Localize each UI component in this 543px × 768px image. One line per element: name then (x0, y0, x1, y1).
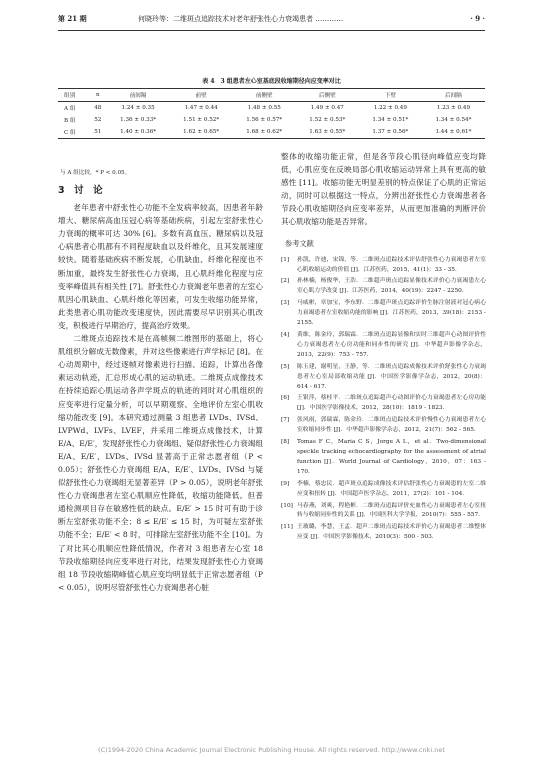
table-cell: 1.62 ± 0.65* (170, 126, 233, 139)
table-cell: 1.40 ± 0.36* (107, 126, 170, 139)
table-row (58, 114, 485, 126)
reference-number: [7] (281, 417, 290, 424)
page-number: · 9 · (470, 14, 485, 23)
reference-text: 张风雨，郭瑞霖，陈金玲．二维斑点追踪技术评价慢性心力衰竭患者左心室收缩同步性 [J]．中华超声影像学杂志，2012，21(7)：562 - 565． (297, 417, 486, 434)
table-cell: 1.22 ± 0.49 (373, 105, 407, 111)
reference-text: 孙凯，许迪，宋锦，等．二维斑点追踪技术评估舒张性心力衰竭患者左室心肌收缩运动的价值 [J]．江苏医药，2015，41(1)：33 - 35． (297, 256, 486, 273)
table-header-row (58, 89, 485, 102)
reference-number: [2] (281, 278, 290, 285)
reference-number: [3] (281, 300, 290, 307)
table-cell: 1.56 ± 0.57* (246, 117, 283, 123)
reference-list (281, 256, 486, 543)
reference-item (281, 256, 486, 276)
running-title: 何晓玲等：二维斑点追踪技术对老年舒张性心力衰竭患者 ………… (138, 15, 344, 23)
section-title: 3 讨 论 (58, 185, 103, 196)
reference-item (281, 277, 486, 297)
reference-text: 马威彬，章加宝，李东野．二维超声斑点追踪评价生脉注射液对冠心病心力衰竭患者左室收缩功能的影响 [J]．江苏医药，2013，39(18)：2153 - 2155． (297, 300, 486, 327)
table-header-cell: 组别 (58, 89, 89, 102)
table-header-cell: 前间隔 (107, 89, 170, 102)
table-cell: 1.36 ± 0.33* (120, 117, 157, 123)
table-cell: 1.51 ± 0.52* (183, 117, 220, 123)
table-note: 与 A 组比较，* P < 0.05。 (60, 170, 131, 176)
references-heading: 参考文献 (285, 238, 314, 248)
table-header-cell: 后侧壁 (296, 89, 359, 102)
body-paragraph: 整体的收缩功能正常，但是各节段心肌径向峰值应变均降低，心肌应变在反映局部心肌收缩运动异常上具有更高的敏感性 [11]。收缩功能无明显差别的特点保证了心肌的正常运动，同时可以根据这一特点，分辨出舒张性心力衰竭患者各节段心肌收缩期径向应变率差异，从而更加准确的判断评价其心肌收缩功能是否异常。 (281, 152, 486, 227)
reference-item (281, 394, 486, 414)
reference-item (281, 331, 486, 361)
reference-number: [9] (281, 480, 290, 487)
reference-number: [4] (281, 332, 290, 338)
reference-text: Tomas F C，Maria C S，Jorge A L，et al．Two-dimensional speckle tracking echocardiography for the assessment of atrial function [J]．World Journal of Cardiology，2010，07：163 - 170． (297, 439, 486, 475)
table-row (58, 126, 485, 139)
table-cell: 1.49 ± 0.47 (310, 105, 344, 111)
table-cell: 1.47 ± 0.44 (184, 105, 218, 111)
body-paragraph: 二维斑点追踪技术是在高帧频二维图形的基础上，将心肌组织分解成无数像素，并对这些像素进行声学标记 [8]。在心动周期中，经过逐帧对像素进行扫描、追踪，计算出各像素运动轨迹，汇总形成心肌的运动轨迹。二维斑点成像技术在持续追踪心肌运动各声学斑点的轨迹的同时对心肌组织的应变率进行定量分析，可以早期观察、全地评价左室心肌收缩功能改变 [9]。本研究通过测量 3 组患者 LVDs、IVSd、LVPWd、LVFs、LVEF，并采用二维斑点成像技术，计算 E/A、E/E′，发现舒张性心力衰竭组、疑似舒张性心力衰竭组 E/A、E/E′、LVDs、IVSd 显著高于正常志愿者组（P < 0.05）；舒张性心力衰竭组 E/A、E/E′、LVDs、IVSd 与疑似舒张性心力衰竭组无显著差异（P > 0.05），说明老年舒张性心力衰竭患者左室心肌顺应性降低，收缩功能降低。但普通检测项目存在敏感性低的缺点。E/E′ > 15 时可有助于诊断左室舒张功能不全；8 ≤ E/E′ ≤ 15 时，为可疑左室舒张功能不全；E/E′ < 8 时，可排除左室舒张功能不全 [10]。为了对比其心肌顺应性降低情况，作者对 3 组患者左心室 18 节段收缩期径向应变率进行对比，结果发现舒张性心力衰竭组 18 节段收缩期峰值心肌应变均明显低于正常志愿者组（P < 0.05），说明尽管舒张性心力衰竭患者心脏 (58, 334, 263, 592)
reference-text: 李楠，蔡忠民．超声斑点追踪成像技术评估舒张性心力衰竭患的左室二维应变和扭转 [J]．中国超声医学杂志，2011，27(2)：101 - 104． (297, 480, 486, 497)
table-header-cell: 后间隔 (422, 89, 485, 102)
reference-item (281, 416, 486, 436)
table-cell: 1.23 ± 0.49 (436, 105, 471, 111)
right-column (281, 150, 486, 545)
strain-rate-table (58, 88, 485, 139)
reference-item (281, 363, 486, 393)
table-cell: A 组 (64, 106, 76, 112)
reference-text: 王玻璐，李慧，王孟．超声二维斑点追踪技术评价心力衰竭患者二维整体应变 [J]．中国医学影像技术，2010(3)：500 - 503． (297, 524, 486, 541)
table-cell: 1.48 ± 0.55 (247, 105, 281, 111)
issue-number: 第 21 期 (58, 14, 87, 23)
table-cell: 1.24 ± 0.35 (121, 105, 155, 111)
reference-number: [5] (281, 363, 290, 370)
table-header-cell: 前侧壁 (233, 89, 296, 102)
table-header-cell: 下壁 (359, 89, 422, 102)
table-cell: 1.44 ± 0.61* (422, 126, 485, 139)
reference-item (281, 523, 486, 543)
reference-item (281, 502, 486, 522)
table-header-cell: 前壁 (170, 89, 233, 102)
reference-number: [6] (281, 395, 290, 402)
reference-number: [8] (281, 439, 290, 446)
reference-text: 黄维，陈金玲，郭瑞霖．二维斑点追踪显像和实时三维超声心动图评价性心力衰竭患者左心房功能和同步性的研究 [J]．中华超声影像学杂志，2013，22(9)：753 - 757． (297, 332, 486, 358)
table-cell: 48 (94, 105, 102, 111)
table-cell: 1.34 ± 0.51* (372, 117, 409, 123)
reference-text: 马春燕，刘爽，程艳彬．二维斑点追踪评价充血性心力衰竭患者左心室扭转与收缩同步性的关系 [J]．中国医科大学学报，2010(7)：555 - 557． (297, 502, 486, 519)
table-cell: 51 (89, 126, 107, 139)
running-header (58, 14, 485, 28)
reference-item (281, 438, 486, 478)
table-header-cell: n (89, 89, 107, 102)
table-caption: 表 4 3 组患者左心室基底段收缩期径向应变率对比 (202, 78, 341, 85)
reference-number: [11] (281, 524, 293, 531)
reference-item (281, 480, 486, 500)
reference-text: 孙林楠，杨俊华，王浩．二维超声斑点追踪显像技术评价心力衰竭患左心室心肌力学改变 [J]．江苏医药，2014，40(19)：2247 - 2250． (297, 278, 486, 295)
table-cell: 1.34 ± 0.54* (435, 117, 472, 123)
reference-text: 王银萍，蔡桂平．二维斑点追踪超声心动图评价心力衰竭患者左心房功能 [J]．中国医学影像技术，2012，28(10)：1819 - 1823． (297, 395, 486, 412)
table-cell: 1.68 ± 0.62* (233, 126, 296, 139)
reference-number: [10] (281, 502, 293, 509)
table-cell: 52 (94, 117, 102, 123)
left-column (58, 184, 263, 594)
table-cell: 1.63 ± 0.55* (296, 126, 359, 139)
copyright-footer: (C)1994-2020 China Academic Journal Electronic Publishing House. All rights reserved. http://www.cnki.net (98, 746, 445, 754)
table-cell: 1.37 ± 0.56* (359, 126, 422, 139)
reference-item (281, 299, 486, 329)
table-cell: C 组 (58, 126, 89, 139)
header-rule (58, 30, 485, 31)
table-row (58, 102, 485, 115)
body-paragraph: 老年患者中舒张性心功能不全发病率较高，因患者年龄增大、糖尿病高血压冠心病等基础疾病，引起左室舒张性心力衰竭的概率可达 30% [6]。多数有高血压、糖尿病以及冠心病患者心肌都有不同程度缺血以及纤维化，且其发展速度较快。随着基础疾病不断发展，心肌缺血、纤维化程度也不断加重，最终发生舒张性心力衰竭，且心肌纤维化程度与应变率峰值具有相关性 [7]。舒张性心力衰竭老年患者的左室心肌因心肌缺血、心肌纤维化等因素，可发生收缩功能异常，此类患者心肌功能改变速度快，因此需要尽早识别其心肌改变，积极进行早期治疗，提高治疗效果。 (58, 203, 263, 330)
table-cell: 1.52 ± 0.53* (309, 117, 346, 123)
reference-text: 陈玉建，谢明星，王静，等．二维斑点追踪成像技术评价舒张性心力衰竭患者左心室局部收缩功能 [J]．中国医学影像学杂志，2012，20(8)：614 - 617． (297, 363, 486, 390)
table-cell: B 组 (64, 118, 76, 124)
reference-number: [1] (281, 256, 290, 263)
